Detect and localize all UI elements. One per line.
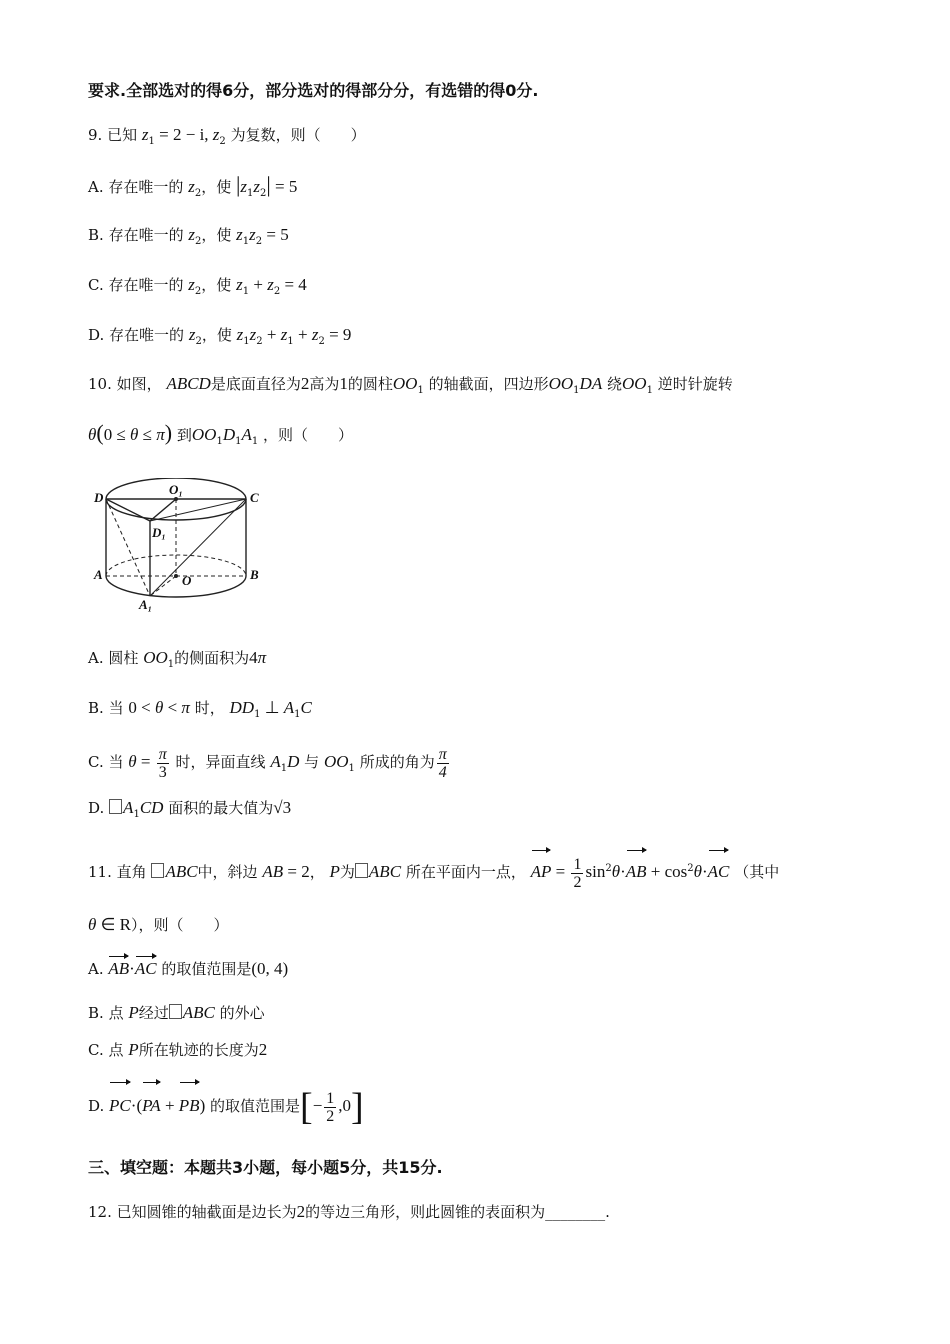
question-10-option-b: B. 当 0 < θ < π 时， $DD_1$ ⊥ $A_1C$	[88, 698, 312, 720]
question-11-option-d: D. PC·(PA + PB) 的取值范围是[− $\frac{1}{2}$ ,0]	[88, 1086, 364, 1128]
question-10-stem-line2: θ(0 ≤ θ ≤ π) 到$OO_1D_1A_1$ ，则（ ）	[88, 420, 354, 447]
question-9-option-a: A. 存在唯一的 $z_2$，使 $|z_1z_2| = 5$	[88, 172, 298, 199]
question-10-option-c: C. 当 θ = $\frac{\pi}{3}$ 时，异面直线 $A_1D$ 与 $OO_1$ 所成的角为 $\frac{\pi}{4}$	[88, 745, 447, 781]
question-12: 12. 已知圆锥的轴截面是边长为2的等边三角形，则此圆锥的表面积为________.	[88, 1202, 610, 1221]
segment-d1-c	[150, 499, 246, 521]
label-a: A	[94, 567, 103, 582]
segment-d-a1	[106, 499, 150, 596]
question-11-option-b: B. 点 P经过 ABC 的外心	[88, 1003, 265, 1022]
question-10-option-d: D. $A_1CD$ 面积的最大值为√3	[88, 798, 292, 820]
label-d1: D₁	[152, 525, 166, 540]
section-requirement-note: 要求.全部选对的得6分，部分选对的得部分分，有选错的得0分.	[88, 81, 539, 100]
label-o1: O₁	[169, 482, 183, 497]
question-9-option-c: C. 存在唯一的 $z_2$，使 $z_1 + z_2 = 4$	[88, 275, 307, 297]
section-3-title: 三、填空题：本题共3小题，每小题5分，共15分.	[88, 1158, 443, 1177]
bottom-front-arc	[106, 576, 246, 597]
label-d: D	[94, 490, 104, 505]
segment-a1-c	[150, 499, 246, 596]
question-9-option-d: D. 存在唯一的 $z_2$，使 $z_1z_2 + z_1 + z_2 = 9$	[88, 325, 352, 347]
question-9-option-b: B. 存在唯一的 $z_2$，使 $z_1z_2 = 5$	[88, 225, 289, 247]
question-11-option-c: C. 点 P所在轨迹的长度为2	[88, 1040, 268, 1059]
question-11-stem-line2: θ ∈ R），则（ ）	[88, 915, 229, 934]
question-11-option-a: A. AB·AC 的取值范围是(0, 4)	[88, 959, 289, 978]
label-b: B	[250, 567, 259, 582]
segment-o-a1	[150, 576, 176, 596]
cylinder-figure	[92, 478, 292, 614]
question-10-stem-line1: 10. 如图， ABCD是底面直径为2高为1的圆柱$OO_1$ 的轴截面，四边形$OO_1DA$ 绕$OO_1$ 逆时针旋转	[88, 374, 733, 396]
label-c: C	[250, 490, 259, 505]
label-o: O	[182, 573, 192, 588]
label-a1: A₁	[139, 597, 153, 612]
question-11-stem-line1: 11. 直角 ABC中，斜边 AB = 2， P为 ABC 所在平面内一点， AP = $\frac{1}{2}$ $\sin^2\theta\cdot AB + \cos^2\theta\cdot AC$ （其中	[88, 849, 779, 892]
question-9-stem: 9. 已知 $z_1 = 2 - i$, $z_2$ 为复数，则（ ）	[88, 125, 366, 147]
segment-d-d1	[106, 499, 150, 521]
question-10-option-a: A. 圆柱 $OO_1$的侧面积为4π	[88, 648, 267, 670]
